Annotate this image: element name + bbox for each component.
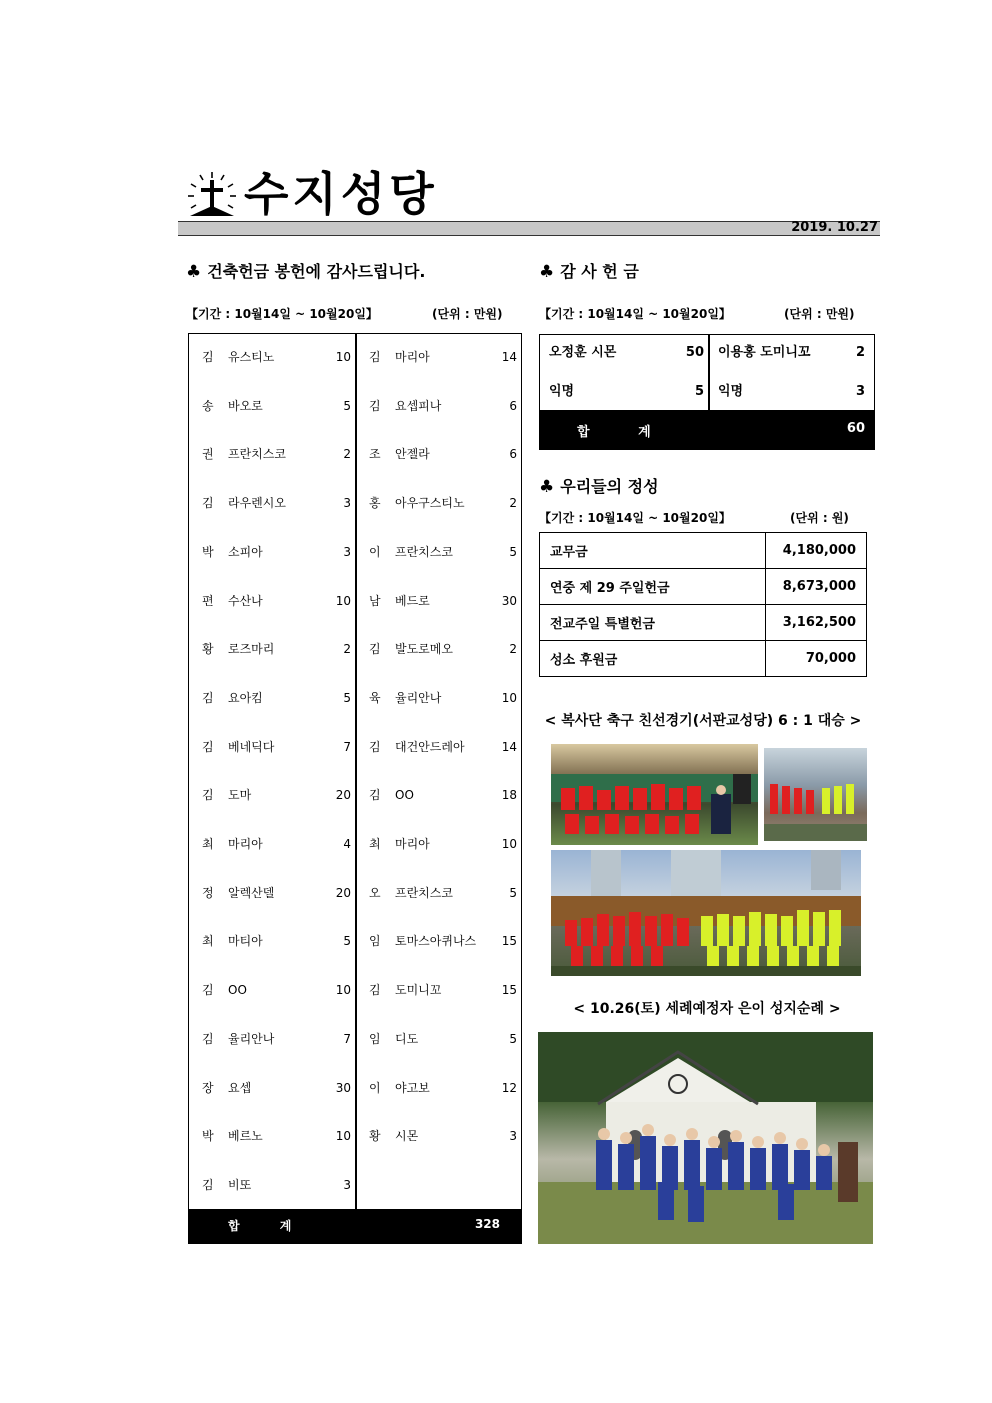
donor-surname: 최 <box>202 837 214 851</box>
thanks-entry: 익명 3 <box>718 384 865 399</box>
donor-surname: 박 <box>202 1129 214 1144</box>
donor-surname: 김 <box>369 739 381 754</box>
donor-surname: 육 <box>369 690 381 705</box>
donor-name: 아우구스티노 <box>395 496 465 511</box>
donor-name: 베르노 <box>228 1129 263 1144</box>
total-value: 328 <box>474 1217 500 1231</box>
donor-name: 도마 <box>228 788 252 803</box>
donor-name: 대건안드레아 <box>395 739 465 754</box>
donor-amount: 2 <box>509 496 517 511</box>
table-row: 연중 제 29 주일헌금 8,673,000 <box>540 569 867 605</box>
donor-amount: 3 <box>343 496 351 511</box>
donor-surname: 김 <box>202 350 214 364</box>
table-divider <box>708 334 710 411</box>
donor-amount: 15 <box>501 983 517 998</box>
total-label: 합 계 <box>228 1219 310 1233</box>
donor-name: 마리아 <box>395 350 430 364</box>
donor-amount: 12 <box>501 1080 517 1095</box>
donor-surname: 조 <box>369 447 381 462</box>
donor-row <box>369 493 517 513</box>
offerings-table <box>539 532 867 677</box>
donor-surname: 송 <box>202 398 214 413</box>
table-divider <box>355 333 357 1210</box>
donor-name: 율리안나 <box>228 1031 275 1046</box>
donor-surname: 김 <box>202 690 214 705</box>
donor-surname: 김 <box>202 983 214 998</box>
offerings-period: 【기간 : 10월14일 ~ 10월20일】 <box>539 511 731 525</box>
donor-name: 베네딕다 <box>228 739 275 754</box>
building-period: 【기간 : 10월14일 ~ 10월20일】 <box>186 307 378 321</box>
donor-name: 소피아 <box>228 544 263 559</box>
donor-name: 요셉 <box>228 1080 252 1095</box>
donor-amount: 5 <box>343 398 351 413</box>
donor-row <box>369 396 517 416</box>
donor-amount: 7 <box>343 1031 351 1046</box>
donor-amount: 3 <box>509 1129 517 1144</box>
building-unit: (단위 : 만원) <box>432 307 503 321</box>
donor-name: 마리아 <box>395 837 430 851</box>
donor-name: 디도 <box>395 1031 419 1046</box>
donor-surname: 남 <box>369 593 381 608</box>
donor-row <box>369 1126 517 1146</box>
club-icon: ♣ <box>539 262 555 282</box>
donor-amount: 30 <box>501 593 517 608</box>
donor-row <box>369 980 517 1000</box>
total-value: 60 <box>846 421 865 436</box>
donor-row <box>202 1029 351 1049</box>
donor-amount: 6 <box>509 398 517 413</box>
donor-surname: 김 <box>202 788 214 803</box>
donor-row <box>369 785 517 805</box>
donor-row <box>369 591 517 611</box>
donor-amount: 6 <box>509 447 517 462</box>
donor-name: 라우렌시오 <box>228 496 286 511</box>
page-title: 수지성당 <box>244 167 438 221</box>
donor-surname: 임 <box>369 934 381 949</box>
header-bar <box>178 221 880 236</box>
donor-surname: 김 <box>202 739 214 754</box>
donor-amount: 2 <box>343 642 351 657</box>
donor-amount: 10 <box>335 983 351 998</box>
donor-row <box>202 639 351 659</box>
donor-row <box>202 542 351 562</box>
donor-name: 프란치스코 <box>228 447 286 462</box>
offerings-heading: ♣ 우리들의 정성 <box>539 477 659 497</box>
donor-name: 유스티노 <box>228 350 275 364</box>
donor-amount: 15 <box>501 934 517 949</box>
donor-row <box>202 737 351 757</box>
donor-row <box>369 1029 517 1049</box>
donor-name: 마리아 <box>228 837 263 851</box>
donor-row <box>202 980 351 1000</box>
donor-row <box>369 834 517 854</box>
donor-row <box>202 347 351 367</box>
soccer-team-photo-1 <box>551 744 758 845</box>
donor-name: 야고보 <box>395 1080 430 1095</box>
donor-name: 토마스아퀴나스 <box>395 934 477 949</box>
donor-name: OO <box>395 788 414 803</box>
thanks-entry: 오정훈 시몬 50 <box>549 345 704 360</box>
donor-surname: 최 <box>202 934 214 949</box>
donor-amount: 18 <box>501 788 517 803</box>
donor-row <box>369 883 517 903</box>
donor-name: 바오로 <box>228 398 263 413</box>
pilgrimage-group-photo <box>538 1032 873 1244</box>
soccer-caption: < 복사단 축구 친선경기(서판교성당) 6 : 1 대승 > <box>544 713 862 729</box>
donor-surname: 김 <box>202 1031 214 1046</box>
thanks-entry: 익명 5 <box>549 384 704 399</box>
donor-row <box>202 1078 351 1098</box>
donor-row <box>369 542 517 562</box>
donor-surname: 김 <box>369 642 381 657</box>
donor-surname: 정 <box>202 885 214 900</box>
pilgrimage-caption: < 10.26(토) 세례예정자 은이 성지순례 > <box>573 1001 841 1017</box>
donor-row <box>369 639 517 659</box>
donor-name: 알렉산델 <box>228 885 275 900</box>
donor-surname: 김 <box>369 983 381 998</box>
donor-row <box>369 931 517 951</box>
donor-row <box>202 1126 351 1146</box>
table-row: 성소 후원금 70,000 <box>540 641 867 677</box>
donor-row <box>369 737 517 757</box>
thanks-period: 【기간 : 10월14일 ~ 10월20일】 <box>539 307 731 321</box>
donor-surname: 편 <box>202 593 214 608</box>
donor-surname: 이 <box>369 544 381 559</box>
donor-name: 프란치스코 <box>395 544 453 559</box>
total-label: 합 계 <box>577 425 673 440</box>
donor-surname: 홍 <box>369 496 381 511</box>
donor-amount: 10 <box>335 593 351 608</box>
donor-name: 프란치스코 <box>395 885 453 900</box>
donor-row <box>202 591 351 611</box>
donor-amount: 3 <box>343 1177 351 1192</box>
donor-row <box>202 834 351 854</box>
club-icon: ♣ <box>186 262 202 282</box>
donor-amount: 10 <box>335 1129 351 1144</box>
donor-surname: 황 <box>369 1129 381 1144</box>
donor-amount: 4 <box>343 837 351 851</box>
thanks-entry: 이용홍 도미니꼬 2 <box>718 345 865 360</box>
donor-row <box>369 347 517 367</box>
donor-amount: 3 <box>343 544 351 559</box>
donor-name: 수산나 <box>228 593 263 608</box>
donor-amount: 5 <box>509 544 517 559</box>
donor-surname: 권 <box>202 447 214 462</box>
donor-surname: 황 <box>202 642 214 657</box>
donor-surname: 이 <box>369 1080 381 1095</box>
issue-date: 2019. 10.27 <box>791 220 878 235</box>
donor-amount: 20 <box>335 788 351 803</box>
thanks-total-row <box>539 410 875 450</box>
donor-amount: 10 <box>501 837 517 851</box>
donor-name: 율리안나 <box>395 690 442 705</box>
donor-amount: 5 <box>509 1031 517 1046</box>
donor-amount: 2 <box>509 642 517 657</box>
donor-row <box>202 931 351 951</box>
donor-name: 베드로 <box>395 593 430 608</box>
donor-row <box>202 444 351 464</box>
donor-row <box>369 1078 517 1098</box>
donor-amount: 20 <box>335 885 351 900</box>
thanks-heading: ♣ 감 사 헌 금 <box>539 262 639 282</box>
donor-amount: 5 <box>343 690 351 705</box>
offerings-unit: (단위 : 원) <box>790 511 849 525</box>
donor-amount: 2 <box>343 447 351 462</box>
donor-row <box>369 444 517 464</box>
donor-name: 로즈마리 <box>228 642 275 657</box>
donor-row <box>202 396 351 416</box>
donor-surname: 임 <box>369 1031 381 1046</box>
donor-surname: 박 <box>202 544 214 559</box>
donor-surname: 김 <box>202 496 214 511</box>
donor-amount: 14 <box>501 350 517 364</box>
donor-name: 비또 <box>228 1177 252 1192</box>
church-logo-icon <box>186 170 238 222</box>
donor-row <box>202 688 351 708</box>
table-row: 교무금 4,180,000 <box>540 533 867 569</box>
donor-surname: 김 <box>369 350 381 364</box>
donor-amount: 10 <box>335 350 351 364</box>
donor-surname: 김 <box>369 398 381 413</box>
building-fund-heading: ♣ 건축헌금 봉헌에 감사드립니다. <box>186 262 426 282</box>
donor-row <box>202 883 351 903</box>
donor-amount: 7 <box>343 739 351 754</box>
building-total-row <box>188 1209 522 1244</box>
donor-name: 안젤라 <box>395 447 430 462</box>
donor-name: 도미니꼬 <box>395 983 442 998</box>
donor-amount: 30 <box>335 1080 351 1095</box>
donor-surname: 장 <box>202 1080 214 1095</box>
thanks-unit: (단위 : 만원) <box>784 307 855 321</box>
donor-row <box>369 688 517 708</box>
donor-name: 요아킴 <box>228 690 263 705</box>
donor-row <box>202 1175 351 1195</box>
donor-name: 요셉피나 <box>395 398 442 413</box>
donor-name: 발도로메오 <box>395 642 453 657</box>
donor-amount: 10 <box>501 690 517 705</box>
donor-surname: 김 <box>369 788 381 803</box>
donor-amount: 5 <box>509 885 517 900</box>
donor-name: OO <box>228 983 247 998</box>
donor-name: 마티아 <box>228 934 263 949</box>
donor-row <box>202 493 351 513</box>
donor-name: 시몬 <box>395 1129 419 1144</box>
club-icon: ♣ <box>539 477 555 497</box>
soccer-team-photo-3 <box>551 850 861 976</box>
donor-surname: 김 <box>202 1177 214 1192</box>
soccer-team-photo-2 <box>764 748 867 841</box>
donor-row <box>202 785 351 805</box>
donor-amount: 5 <box>343 934 351 949</box>
table-row: 전교주일 특별헌금 3,162,500 <box>540 605 867 641</box>
donor-amount: 14 <box>501 739 517 754</box>
donor-surname: 최 <box>369 837 381 851</box>
donor-surname: 오 <box>369 885 381 900</box>
